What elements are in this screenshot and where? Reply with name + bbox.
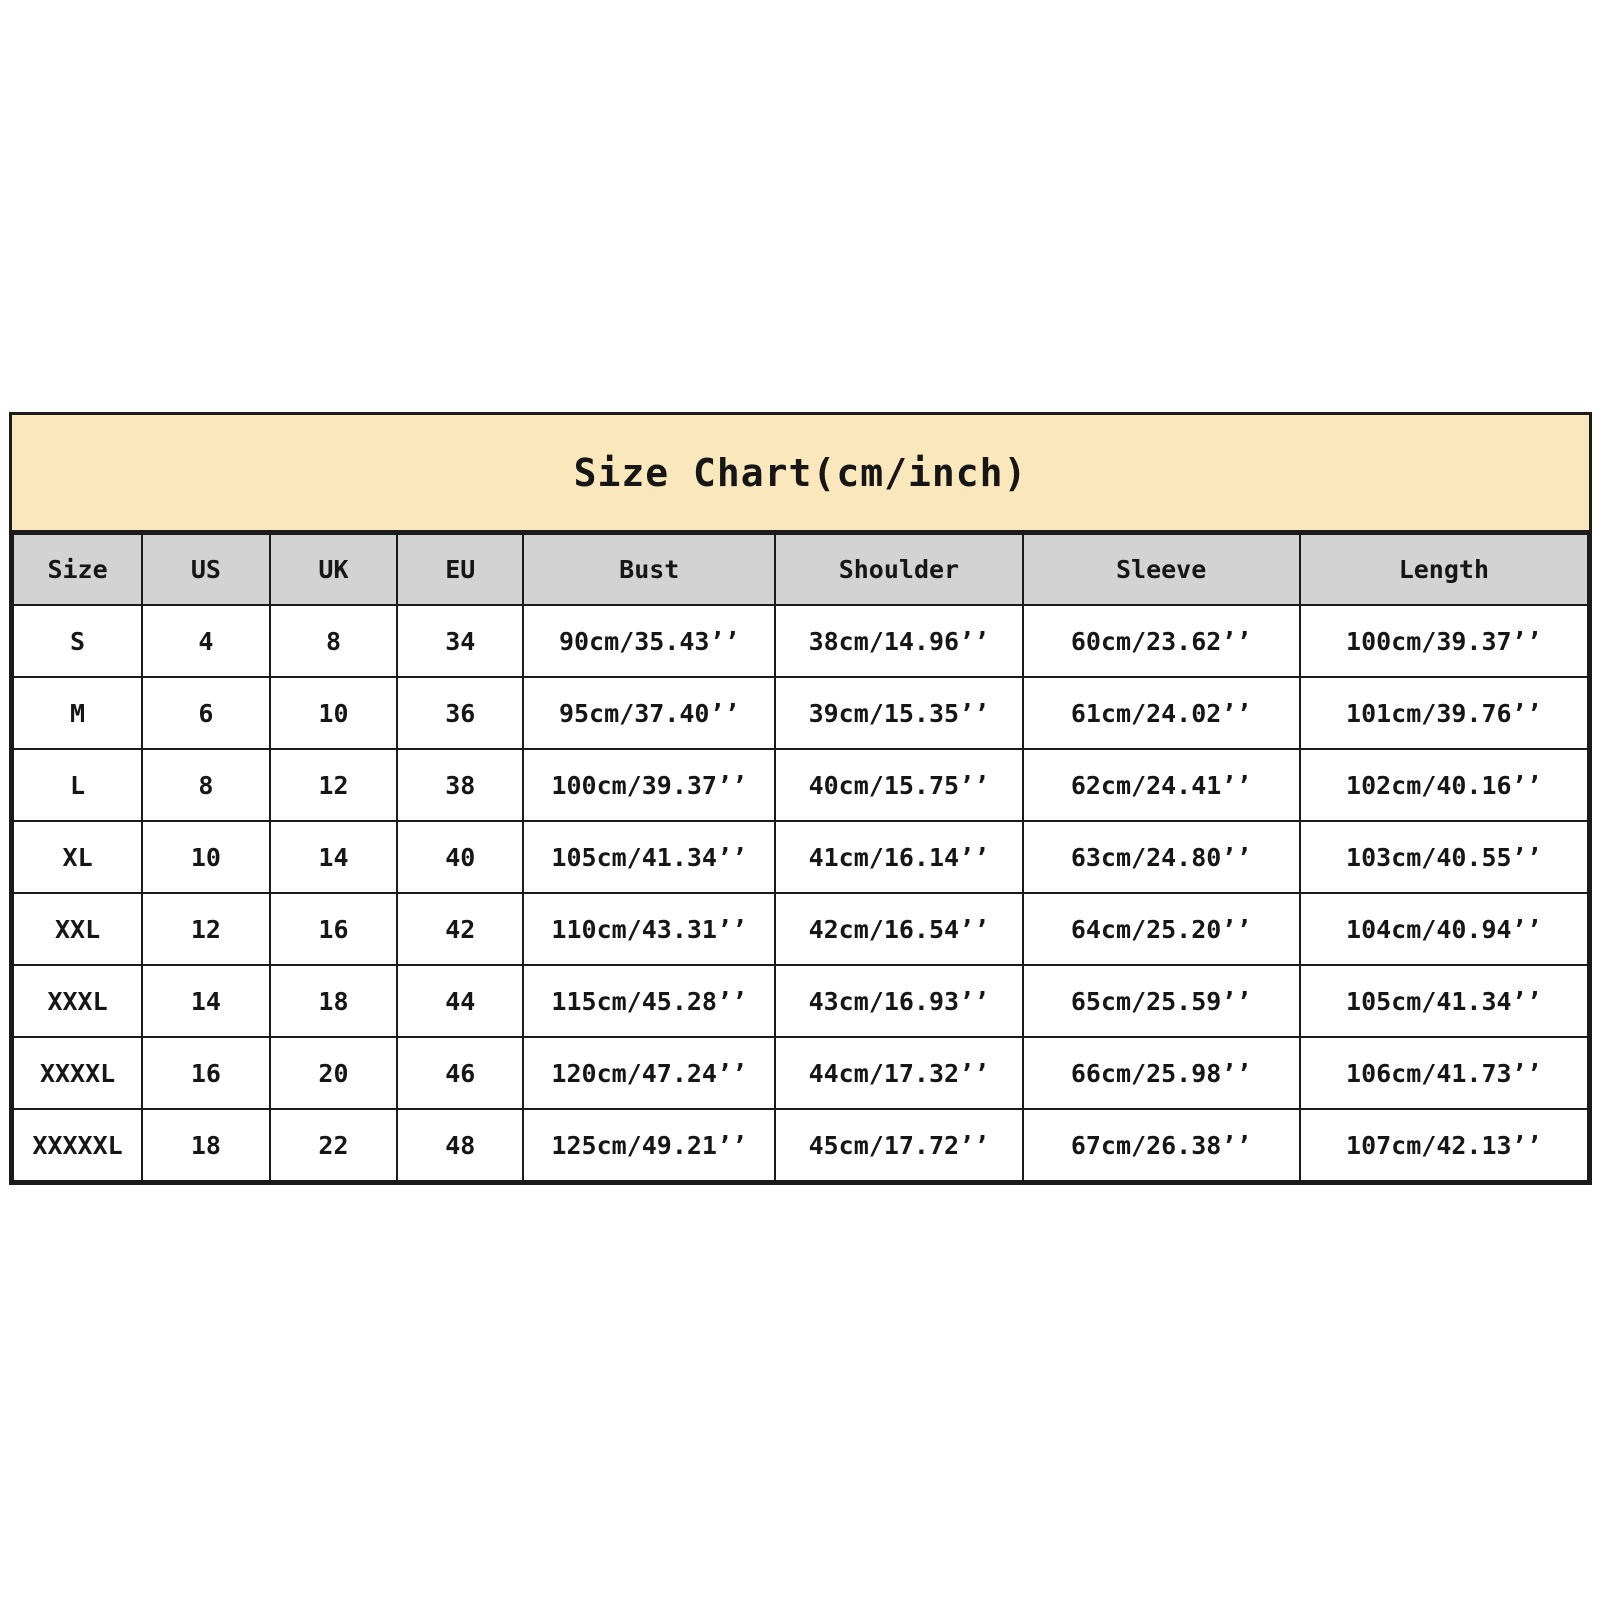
- table-row-xxl: [13, 893, 1588, 965]
- cell-l-uk: 12: [270, 749, 398, 821]
- cell-xxxxl-bust: 120cm/47.24’’: [523, 1037, 775, 1109]
- cell-l-us: 8: [142, 749, 270, 821]
- size-chart-panel: [9, 412, 1592, 1185]
- header-cell-eu: EU: [397, 534, 523, 605]
- cell-xxxxl-us: 16: [142, 1037, 270, 1109]
- cell-xxxxxl-bust: 125cm/49.21’’: [523, 1109, 775, 1181]
- cell-xxxxl-sleeve: 66cm/25.98’’: [1023, 1037, 1300, 1109]
- header-cell-bust: Bust: [523, 534, 775, 605]
- cell-xl-bust: 105cm/41.34’’: [523, 821, 775, 893]
- cell-m-length: 101cm/39.76’’: [1300, 677, 1588, 749]
- cell-m-shoulder: 39cm/15.35’’: [775, 677, 1022, 749]
- cell-xxxxxl-length: 107cm/42.13’’: [1300, 1109, 1588, 1181]
- cell-s-sleeve: 60cm/23.62’’: [1023, 605, 1300, 677]
- cell-xxxxl-eu: 46: [397, 1037, 523, 1109]
- table-row-xl: [13, 821, 1588, 893]
- header-cell-us: US: [142, 534, 270, 605]
- cell-m-size: M: [13, 677, 142, 749]
- cell-xxl-bust: 110cm/43.31’’: [523, 893, 775, 965]
- cell-xxxxl-uk: 20: [270, 1037, 398, 1109]
- table-row-xxxl: [13, 965, 1588, 1037]
- cell-xl-uk: 14: [270, 821, 398, 893]
- table-row-xxxxxl: [13, 1109, 1588, 1181]
- table-row-l: [13, 749, 1588, 821]
- cell-xxxxl-shoulder: 44cm/17.32’’: [775, 1037, 1022, 1109]
- size-chart-title: Size Chart(cm/inch): [573, 450, 1028, 495]
- header-cell-uk: UK: [270, 534, 398, 605]
- cell-m-uk: 10: [270, 677, 398, 749]
- size-chart-table: [12, 533, 1589, 1182]
- header-cell-length: Length: [1300, 534, 1588, 605]
- cell-xxl-size: XXL: [13, 893, 142, 965]
- cell-xxl-uk: 16: [270, 893, 398, 965]
- cell-l-length: 102cm/40.16’’: [1300, 749, 1588, 821]
- cell-xxxl-us: 14: [142, 965, 270, 1037]
- cell-s-length: 100cm/39.37’’: [1300, 605, 1588, 677]
- table-row-s: [13, 605, 1588, 677]
- cell-xl-eu: 40: [397, 821, 523, 893]
- table-row-m: [13, 677, 1588, 749]
- header-cell-sleeve: Sleeve: [1023, 534, 1300, 605]
- cell-xxl-shoulder: 42cm/16.54’’: [775, 893, 1022, 965]
- cell-xxxxxl-uk: 22: [270, 1109, 398, 1181]
- cell-l-size: L: [13, 749, 142, 821]
- cell-m-bust: 95cm/37.40’’: [523, 677, 775, 749]
- cell-s-eu: 34: [397, 605, 523, 677]
- cell-xxxl-length: 105cm/41.34’’: [1300, 965, 1588, 1037]
- cell-m-sleeve: 61cm/24.02’’: [1023, 677, 1300, 749]
- cell-xxxxl-length: 106cm/41.73’’: [1300, 1037, 1588, 1109]
- table-row-xxxxl: [13, 1037, 1588, 1109]
- cell-xxxl-sleeve: 65cm/25.59’’: [1023, 965, 1300, 1037]
- cell-xl-shoulder: 41cm/16.14’’: [775, 821, 1022, 893]
- cell-l-eu: 38: [397, 749, 523, 821]
- cell-l-shoulder: 40cm/15.75’’: [775, 749, 1022, 821]
- cell-xxxxl-size: XXXXL: [13, 1037, 142, 1109]
- cell-xxxl-shoulder: 43cm/16.93’’: [775, 965, 1022, 1037]
- cell-xxxl-bust: 115cm/45.28’’: [523, 965, 775, 1037]
- cell-xxxxxl-us: 18: [142, 1109, 270, 1181]
- cell-xxxl-size: XXXL: [13, 965, 142, 1037]
- cell-xl-size: XL: [13, 821, 142, 893]
- cell-xl-length: 103cm/40.55’’: [1300, 821, 1588, 893]
- size-chart-title-bar: [12, 415, 1589, 533]
- cell-xxl-length: 104cm/40.94’’: [1300, 893, 1588, 965]
- cell-xxxxxl-shoulder: 45cm/17.72’’: [775, 1109, 1022, 1181]
- header-cell-size: Size: [13, 534, 142, 605]
- cell-xxxxxl-eu: 48: [397, 1109, 523, 1181]
- cell-xxxl-eu: 44: [397, 965, 523, 1037]
- cell-l-sleeve: 62cm/24.41’’: [1023, 749, 1300, 821]
- cell-xxxl-uk: 18: [270, 965, 398, 1037]
- cell-s-uk: 8: [270, 605, 398, 677]
- cell-s-bust: 90cm/35.43’’: [523, 605, 775, 677]
- header-cell-shoulder: Shoulder: [775, 534, 1022, 605]
- cell-xl-us: 10: [142, 821, 270, 893]
- header-row: [13, 534, 1588, 605]
- cell-s-us: 4: [142, 605, 270, 677]
- cell-xxl-sleeve: 64cm/25.20’’: [1023, 893, 1300, 965]
- cell-xxl-eu: 42: [397, 893, 523, 965]
- cell-m-eu: 36: [397, 677, 523, 749]
- cell-s-size: S: [13, 605, 142, 677]
- cell-m-us: 6: [142, 677, 270, 749]
- cell-xxxxxl-sleeve: 67cm/26.38’’: [1023, 1109, 1300, 1181]
- cell-xxl-us: 12: [142, 893, 270, 965]
- cell-xl-sleeve: 63cm/24.80’’: [1023, 821, 1300, 893]
- cell-s-shoulder: 38cm/14.96’’: [775, 605, 1022, 677]
- cell-l-bust: 100cm/39.37’’: [523, 749, 775, 821]
- cell-xxxxxl-size: XXXXXL: [13, 1109, 142, 1181]
